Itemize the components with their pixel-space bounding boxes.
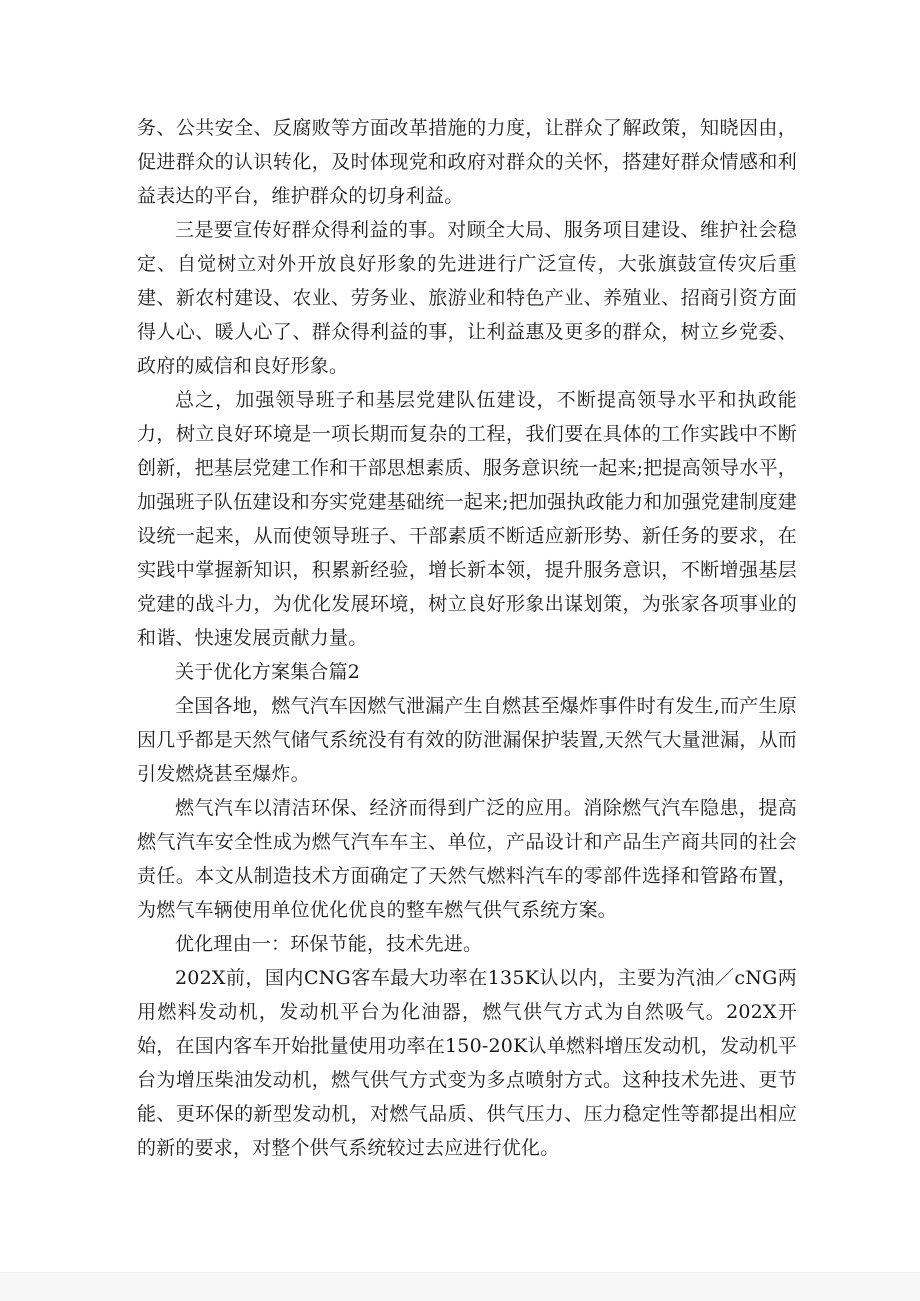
paragraph-summary: 总之，加强领导班子和基层党建队伍建设，不断提高领导水平和执政能力，树立良好环境是一项长期而复杂的工程，我们要在具体的工作实践中不断创新，把基层党建工作和干部思想素质、服务意识统一起来;把提高领导水平，加强班子队伍建设和夯实党建基础统一起来;把加强执政能力和加强党建制度建设统一起来，从而使领导班子、干部素质不断适应新形势、新任务的要求，在实践中掌握新知识，积累新经验，增长新本领，提升服务意识，不断增强基层党建的战斗力，为优化发展环境，树立良好形象出谋划策，为张家各项事业的和谐、快速发展贡献力量。 (137, 389, 797, 649)
paragraph-continuation: 务、公共安全、反腐败等方面改革措施的力度，让群众了解政策，知晓因由，促进群众的认识转化，及时体现党和政府对群众的关怀，搭建好群众情感和利益表达的平台，维护群众的切身利益。 (137, 117, 797, 207)
paragraph-reason-one: 优化理由一：环保节能，技术先进。 (175, 933, 483, 955)
paragraph-gas-leak: 全国各地，燃气汽车因燃气泄漏产生自燃甚至爆炸事件时有发生,而产生原因几乎都是天然气储气系统没有有效的防泄漏保护装置,天然气大量泄漏，从而引发燃烧甚至爆炸。 (137, 695, 797, 785)
paragraph-third-point: 三是要宣传好群众得利益的事。对顾全大局、服务项目建设、维护社会稳定、自觉树立对外开放良好形象的先进进行广泛宣传，大张旗鼓宣传灾后重建、新农村建设、农业、劳务业、旅游业和特色产业、养殖业、招商引资方面得人心、暖人心了、群众得利益的事，让利益惠及更多的群众，树立乡党委、政府的威信和良好形象。 (137, 219, 797, 377)
paragraph-gas-vehicle: 燃气汽车以清洁环保、经济而得到广泛的应用。消除燃气汽车隐患，提高燃气汽车安全性成为燃气汽车车主、单位，产品设计和产品生产商共同的社会责任。本文从制造技术方面确定了天然气燃料汽车的零部件选择和管路布置，为燃气车辆使用单位优化优良的整车燃气供气系统方案。 (137, 797, 797, 921)
paragraph-engine-history: 202X前，国内CNG客车最大功率在135K认以内，主要为汽油／cNG两用燃料发动机，发动机平台为化油器，燃气供气方式为自然吸气。202X开始，在国内客车开始批量使用功率在150-20K认单燃料增压发动机，发动机平台为增压柴油发动机，燃气供气方式变为多点喷射方式。这种技术先进、更节能、更环保的新型发动机，对燃气品质、供气压力、压力稳定性等都提出相应的新的要求，对整个供气系统较过去应进行优化。 (137, 967, 797, 1159)
document-body (137, 111, 797, 1165)
footer-bar (0, 1273, 920, 1301)
section-heading: 关于优化方案集合篇2 (175, 661, 361, 683)
